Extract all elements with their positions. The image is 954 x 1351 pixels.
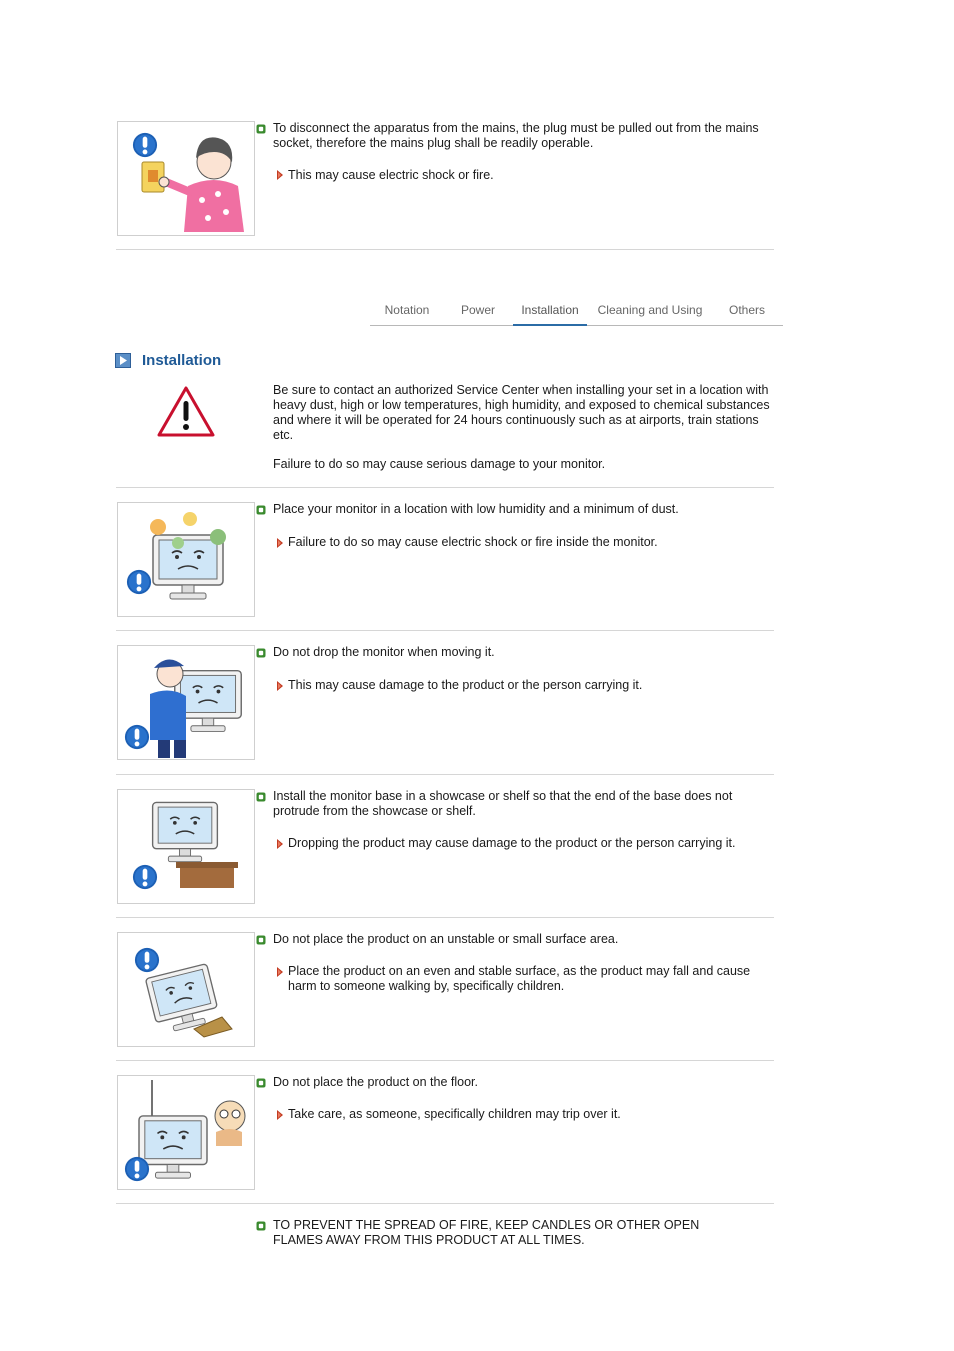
carrying-monitor-illustration <box>117 645 255 760</box>
item-text: Do not place the product on the floor. <box>273 1075 478 1089</box>
intro-paragraph: Be sure to contact an authorized Service Center when installing your set in a location with heavy dust, high or low temperatures, high humidity, and exposed to chemical substances and where it will be operated for 24 hours continuously such as at airports, train stations etc. <box>273 383 770 442</box>
bullet-icon <box>256 124 266 134</box>
monitor-on-shelf-icon <box>118 790 254 903</box>
tilting-monitor-icon <box>118 933 254 1046</box>
bullet-icon <box>256 1078 266 1088</box>
shelf-monitor-illustration <box>117 789 255 904</box>
divider <box>116 774 774 775</box>
unplug-illustration <box>117 121 255 236</box>
divider <box>116 630 774 631</box>
divider <box>116 487 774 488</box>
tab-notation[interactable]: Notation <box>384 303 430 317</box>
item-text: Do not place the product on an unstable or small surface area. <box>273 932 619 946</box>
arrow-icon <box>276 1110 284 1120</box>
active-tab-indicator <box>513 324 587 326</box>
tab-installation[interactable]: Installation <box>521 303 579 317</box>
bullet-icon <box>256 792 266 802</box>
divider <box>116 1060 774 1061</box>
item-text: To disconnect the apparatus from the mains, the plug must be pulled out from the mains socket, therefore the mains plug shall be readily operable. <box>273 121 759 150</box>
fire-warning-text: TO PREVENT THE SPREAD OF FIRE, KEEP CANDLES OR OTHER OPEN FLAMES AWAY FROM THIS PRODUCT AT ALL TIMES. <box>273 1218 700 1247</box>
item-text: Install the monitor base in a showcase or shelf so that the end of the base does not protrude from the showcase or shelf. <box>273 789 733 818</box>
item-subtext: Take care, as someone, specifically children may trip over it. <box>288 1107 621 1121</box>
arrow-icon <box>276 170 284 180</box>
arrow-icon <box>276 681 284 691</box>
monitor-on-floor-icon <box>118 1076 254 1189</box>
bullet-icon <box>256 1221 266 1231</box>
item-text: Place your monitor in a location with low humidity and a minimum of dust. <box>273 502 679 516</box>
section-title: Installation <box>142 352 222 369</box>
dusty-monitor-icon <box>118 503 254 616</box>
item-subtext: Failure to do so may cause electric shock or fire inside the monitor. <box>288 535 658 549</box>
unplug-illustration-icon <box>118 122 254 235</box>
section-play-icon <box>115 353 131 368</box>
item-subtext: Place the product on an even and stable surface, as the product may fall and cause harm to someone walking by, specifically children. <box>288 964 751 993</box>
arrow-icon <box>276 839 284 849</box>
divider <box>116 249 774 250</box>
intro-consequence: Failure to do so may cause serious damage to your monitor. <box>273 457 606 471</box>
person-carrying-monitor-icon <box>118 646 254 759</box>
item-subtext: This may cause damage to the product or the person carrying it. <box>288 678 643 692</box>
unstable-surface-illustration <box>117 932 255 1047</box>
tab-others[interactable]: Others <box>728 303 765 317</box>
tab-power[interactable]: Power <box>460 303 495 317</box>
tab-cleaning-and-using[interactable]: Cleaning and Using <box>597 303 703 317</box>
bullet-icon <box>256 505 266 515</box>
floor-monitor-illustration <box>117 1075 255 1190</box>
item-text: Do not drop the monitor when moving it. <box>273 645 495 659</box>
arrow-icon <box>276 538 284 548</box>
item-subtext: Dropping the product may cause damage to the product or the person carrying it. <box>288 836 736 850</box>
bullet-icon <box>256 648 266 658</box>
bullet-icon <box>256 935 266 945</box>
section-tabs <box>370 301 783 326</box>
divider <box>116 1203 774 1204</box>
dust-humidity-illustration <box>117 502 255 617</box>
divider <box>116 917 774 918</box>
warning-triangle-icon <box>156 385 216 439</box>
item-subtext: This may cause electric shock or fire. <box>288 168 494 182</box>
arrow-icon <box>276 967 284 977</box>
